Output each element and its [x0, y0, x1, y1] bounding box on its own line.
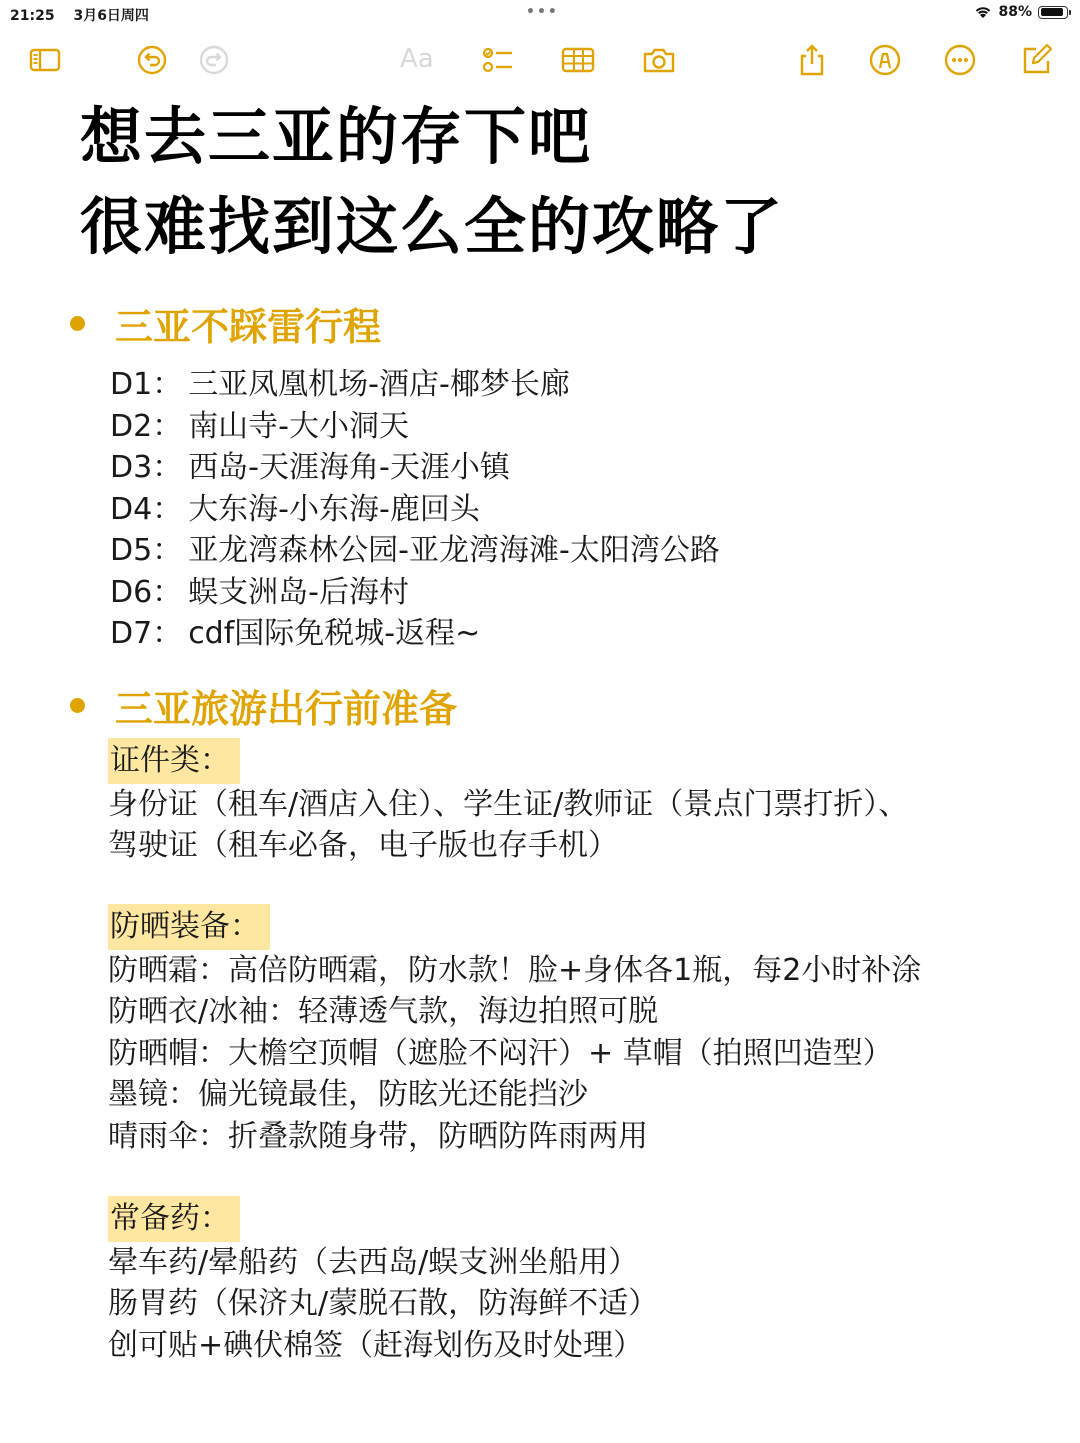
text-line: 防晒衣/冰袖：轻薄透气款，海边拍照可脱: [108, 994, 659, 1029]
markup-pen-icon[interactable]: [867, 42, 903, 78]
text-format-button[interactable]: Aa: [400, 44, 434, 74]
list-item: D6： 蜈支洲岛-后海村: [110, 574, 410, 610]
status-left: [10, 5, 163, 25]
text-line: 创可贴+碘伏棉签（赶海划伤及时处理）: [108, 1327, 644, 1363]
list-item: D3： 西岛-天涯海角-天涯小镇: [110, 450, 510, 485]
prep-heading-text: 三亚旅游出行前准备: [115, 687, 458, 731]
bullet-icon: [70, 316, 85, 331]
list-item: D4： 大东海-小东海-鹿回头: [110, 491, 480, 527]
sidebar-icon[interactable]: [27, 42, 63, 78]
text-line: 防晒霜：高倍防晒霜，防水款！脸+身体各1瓶，每2小时补涂: [108, 952, 922, 988]
compose-icon[interactable]: [1018, 42, 1054, 78]
prep-heading: [70, 678, 457, 733]
list-item: D7： cdf国际免税城-返程~: [110, 616, 481, 651]
itinerary-list: [110, 364, 720, 655]
itinerary-heading-text: 三亚不踩雷行程: [115, 305, 382, 349]
status-date: 3月6日周四: [73, 8, 149, 24]
status-time: 21:25: [10, 8, 55, 24]
documents-section: [108, 738, 908, 867]
share-icon[interactable]: [794, 42, 830, 78]
notes-toolbar: [0, 38, 1080, 84]
itinerary-heading: [70, 296, 381, 351]
undo-icon[interactable]: [134, 42, 170, 78]
battery-percent: 88%: [998, 4, 1032, 20]
text-line: 晕车药/晕船药（去西岛/蜈支洲坐船用）: [108, 1244, 639, 1280]
text-line: 驾驶证（租车必备，电子版也存手机）: [108, 828, 618, 863]
status-right: [974, 4, 1068, 20]
sun-label: 防晒装备：: [108, 904, 270, 950]
camera-icon[interactable]: [641, 42, 677, 78]
text-line: 肠胃药（保济丸/蒙脱石散，防海鲜不适）: [108, 1286, 659, 1321]
list-item: D1： 三亚凤凰机场-酒店-椰梦长廊: [110, 367, 570, 402]
status-bar: [0, 0, 1080, 26]
note-title: [80, 92, 784, 272]
list-item: D5： 亚龙湾森林公园-亚龙湾海滩-太阳湾公路: [110, 533, 720, 568]
text-line: 墨镜：偏光镜最佳，防眩光还能挡沙: [108, 1077, 588, 1112]
medicine-label: 常备药：: [108, 1196, 240, 1242]
battery-icon: [1038, 6, 1068, 19]
wifi-icon: [974, 5, 992, 19]
documents-label: 证件类：: [108, 738, 240, 784]
multitask-dots-icon[interactable]: •••: [526, 4, 559, 20]
text-line: 身份证（租车/酒店入住）、学生证/教师证（景点门票打折）、: [108, 786, 909, 822]
list-item: D2： 南山寺-大小洞天: [110, 408, 410, 444]
text-line: 晴雨伞：折叠款随身带，防晒防阵雨两用: [108, 1118, 648, 1154]
checklist-icon[interactable]: [480, 42, 516, 78]
text-line: 防晒帽：大檐空顶帽（遮脸不闷汗）+ 草帽（拍照凹造型）: [108, 1035, 893, 1071]
more-icon[interactable]: [942, 42, 978, 78]
title-line-2: 很难找到这么全的攻略了: [80, 190, 785, 263]
table-icon[interactable]: [560, 42, 596, 78]
bullet-icon: [70, 698, 85, 713]
title-line-1: 想去三亚的存下吧: [80, 100, 593, 173]
medicine-section: [108, 1196, 658, 1366]
battery-fill: [1041, 8, 1063, 16]
sun-section: [108, 904, 921, 1157]
redo-icon[interactable]: [196, 42, 232, 78]
